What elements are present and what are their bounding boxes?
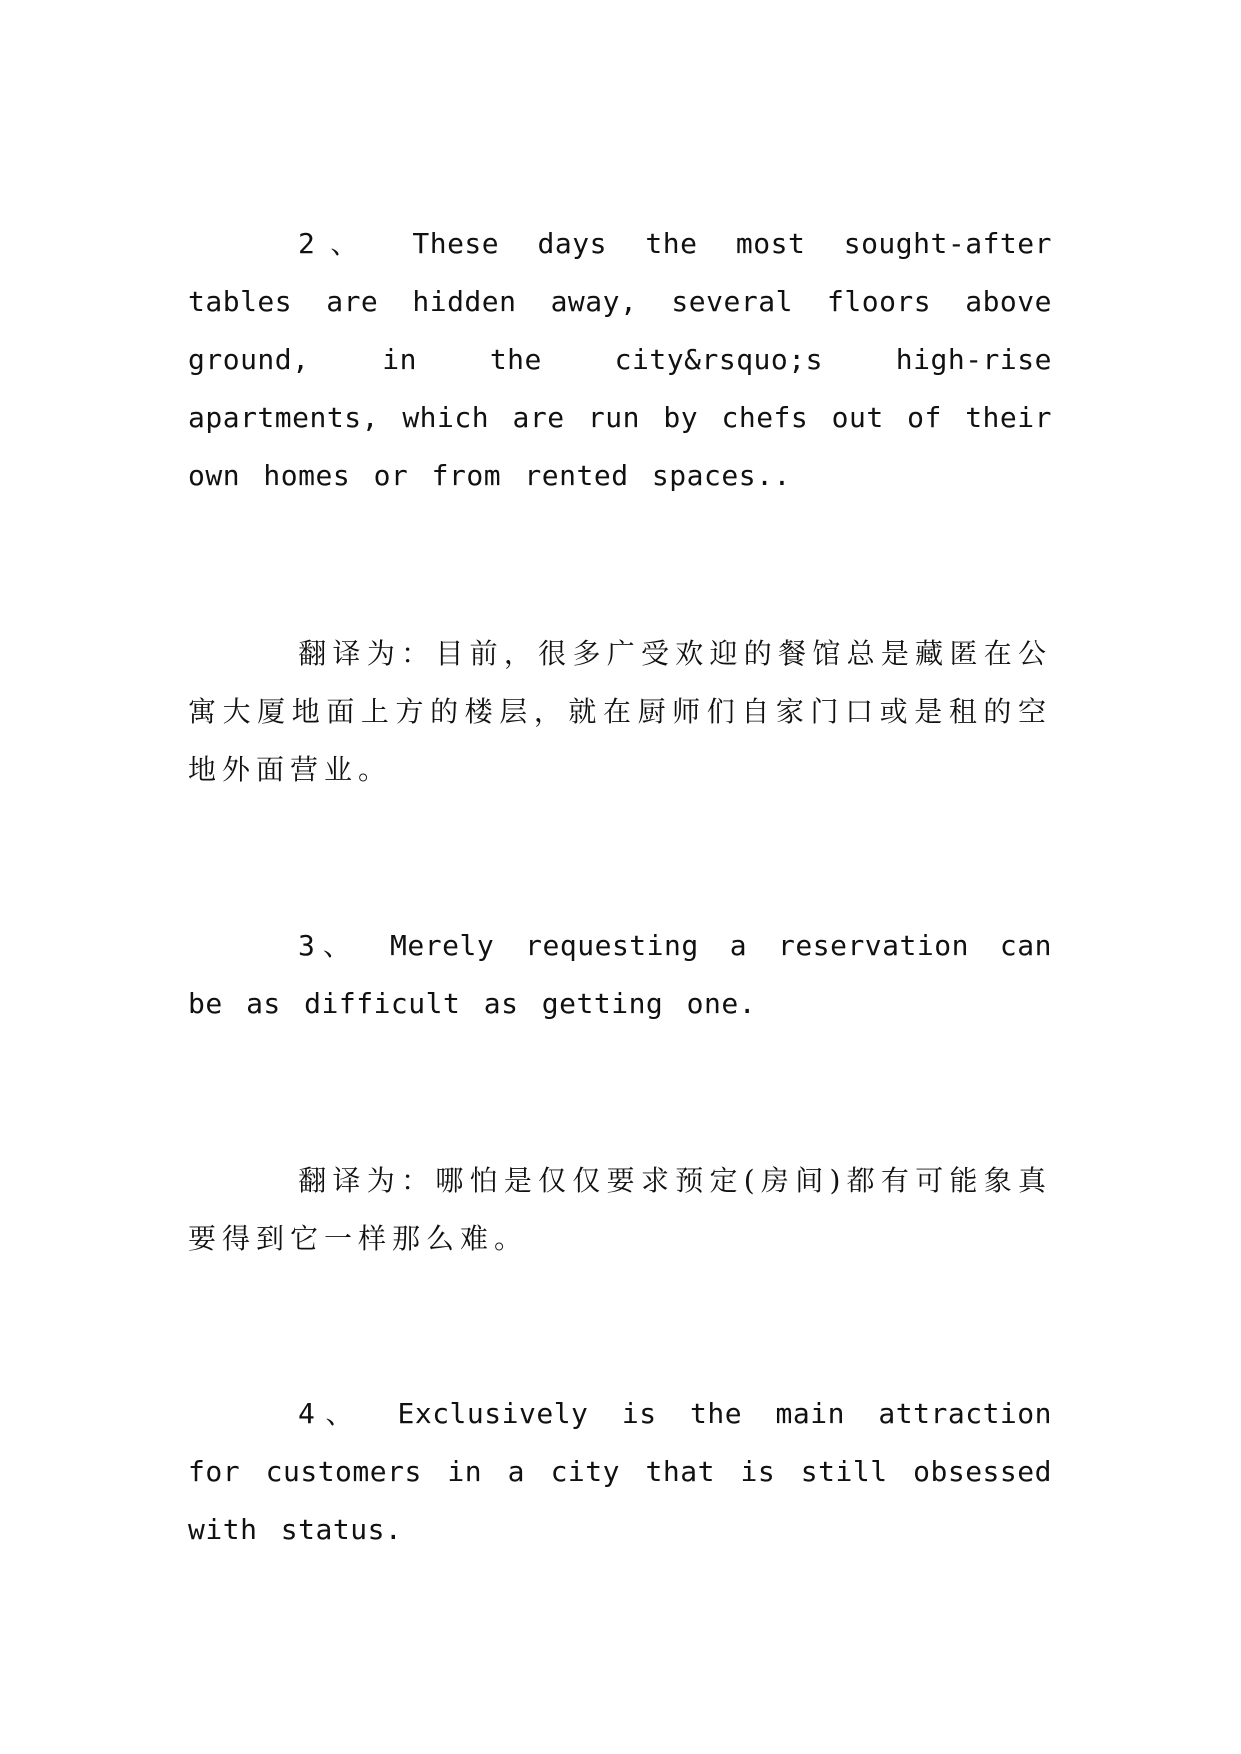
paragraph-translation-3	[188, 1152, 1052, 1268]
paragraph-english-4	[188, 1385, 1052, 1559]
paragraph-text: 3、 Merely requesting a reservation can be as difficult as getting one.	[188, 929, 1052, 1020]
paragraph-english-2	[188, 215, 1052, 505]
paragraph-english-3	[188, 917, 1052, 1033]
paragraph-translation-2	[188, 625, 1052, 799]
paragraph-text: 翻译为：哪怕是仅仅要求预定(房间)都有可能象真要得到它一样那么难。	[188, 1164, 1052, 1255]
paragraph-text: 4、 Exclusively is the main attraction for customers in a city that is still obsessed with status.	[188, 1397, 1052, 1546]
paragraph-text: 2、 These days the most sought-after tables are hidden away, several floors above ground, in the city&rsquo;s high-rise apartments, which are run by chefs out of their own homes or from rented spaces..	[188, 227, 1052, 492]
paragraph-text: 翻译为：目前，很多广受欢迎的餐馆总是藏匿在公寓大厦地面上方的楼层，就在厨师们自家门口或是租的空地外面营业。	[188, 637, 1052, 786]
